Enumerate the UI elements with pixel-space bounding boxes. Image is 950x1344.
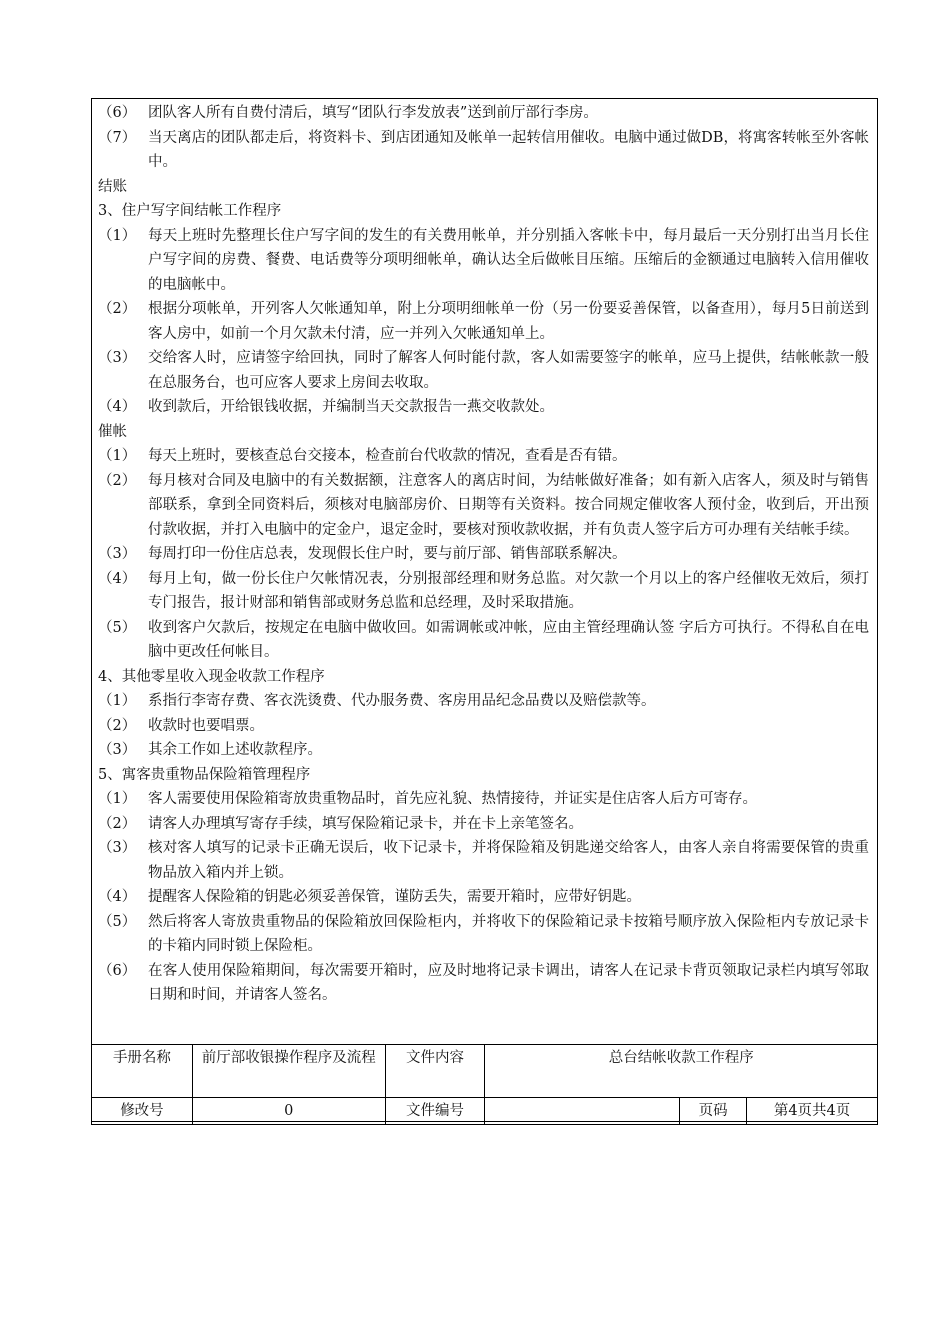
- page-value: 第4页共4页: [747, 1098, 878, 1125]
- list-item: [98, 297, 869, 346]
- item-number: （2）: [98, 301, 137, 317]
- list-item: [98, 959, 869, 1008]
- footer-row: [92, 1098, 878, 1125]
- item-number: （1）: [98, 448, 137, 464]
- item-number: （4）: [98, 570, 137, 587]
- manual-name-value: 前厅部收银操作程序及流程: [192, 1045, 385, 1098]
- footer-table: [91, 1044, 878, 1125]
- list-item: [98, 346, 869, 395]
- list-item: [98, 542, 869, 567]
- item-number: （2）: [98, 472, 137, 489]
- item-text: 其余工作如上述收款程序。: [148, 742, 322, 758]
- revision-value: 0: [192, 1098, 385, 1125]
- item-number: （5）: [98, 913, 137, 930]
- item-number: （3）: [98, 546, 137, 562]
- item-text: 系指行李寄存费、客衣洗烫费、代办服务费、客房用品纪念品费以及赔偿款等。: [148, 693, 656, 709]
- list-item: [98, 616, 869, 665]
- item-number: （2）: [98, 717, 137, 734]
- item-text: 当天离店的团队都走后，将资料卡、到店团通知及帐单一起转信用催收。电脑中通过做DB，将寓客转帐至外客帐中。: [148, 129, 869, 170]
- item-text: 每月核对合同及电脑中的有关数据额，注意客人的离店时间，为结帐做好准备；如有新入店客人，须及时与销售部联系，拿到全同资料后，须核对电脑部房价、日期等有关资料。按合同规定催收客人预付金，收到后，开出预付款收据，并打入电脑中的定金户，退定金时，要核对预收款收据，并有负责人签字后方可办理有关结帐手续。: [148, 472, 869, 538]
- list-item: [98, 224, 869, 298]
- item-number: （3）: [98, 742, 137, 758]
- item-number: （4）: [98, 399, 137, 415]
- item-number: （6）: [98, 962, 137, 979]
- section-4-title: 4、其他零星收入现金收款工作程序: [98, 668, 325, 685]
- item-text: 每天上班时，要核查总台交接本，检查前台代收款的情况，查看是否有错。: [148, 448, 627, 464]
- item-text: 核对客人填写的记录卡正确无误后，收下记录卡，并将保险箱及钥匙递交给客人，由客人亲自将需要保管的贵重物品放入箱内并上锁。: [148, 840, 869, 881]
- item-text: 在客人使用保险箱期间，每次需要开箱时，应及时地将记录卡调出，请客人在记录卡背页领取记录栏内填写邻取日期和时间，并请客人签名。: [148, 962, 869, 1003]
- list-item: [98, 469, 869, 543]
- item-number: （5）: [98, 619, 137, 636]
- list-item: [98, 567, 869, 616]
- item-text: 然后将客人寄放贵重物品的保险箱放回保险柜内，并将收下的保险箱记录卡按箱号顺序放入保险柜内专放记录卡的卡箱内同时锁上保险柜。: [148, 913, 869, 954]
- item-text: 收到款后，开给银钱收据，并编制当天交款报告一燕交收款处。: [148, 399, 554, 415]
- section-5-title: 5、寓客贵重物品保险箱管理程序: [98, 766, 311, 783]
- list-item: [98, 714, 869, 739]
- list-item: [98, 885, 869, 910]
- document-body: [92, 99, 877, 1044]
- list-item: [98, 101, 869, 126]
- item-text: 提醒客人保险箱的钥匙必须妥善保管，谨防丢失，需要开箱时，应带好钥匙。: [148, 889, 641, 905]
- page-label: 页码: [680, 1098, 747, 1125]
- list-item: [98, 395, 869, 420]
- file-content-label: 文件内容: [385, 1045, 485, 1098]
- list-item: [98, 126, 869, 175]
- item-number: （1）: [98, 693, 137, 709]
- item-text: 收到客户欠款后，按规定在电脑中做收回。如需调帐或冲帐，应由主管经理确认签 字后方可执行。不得私自在电脑中更改任何帐目。: [148, 619, 869, 660]
- item-number: （7）: [98, 129, 137, 146]
- heading-collection: 催帐: [98, 423, 127, 440]
- manual-name-label: 手册名称: [92, 1045, 193, 1098]
- item-number: （2）: [98, 815, 137, 832]
- item-number: （1）: [98, 227, 137, 244]
- section-3-title: 3、住户写字间结帐工作程序: [98, 203, 282, 219]
- list-item: [98, 910, 869, 959]
- list-item: [98, 444, 869, 469]
- heading-checkout: 结账: [98, 178, 127, 195]
- document-frame: [91, 98, 878, 1122]
- item-number: （6）: [98, 105, 137, 121]
- item-text: 收款时也要唱票。: [148, 717, 264, 734]
- file-content-value: 总台结帐收款工作程序: [485, 1045, 878, 1098]
- item-text: 团队客人所有自费付清后，填写“团队行李发放表”送到前厅部行李房。: [148, 105, 598, 121]
- item-text: 每周打印一份住店总表，发现假长住户时，要与前厅部、销售部联系解决。: [148, 546, 627, 562]
- file-number-label: 文件编号: [385, 1098, 485, 1125]
- item-text: 每天上班时先整理长住户写字间的发生的有关费用帐单，并分别插入客帐卡中，每月最后一天分别打出当月长住户写字间的房费、餐费、电话费等分项明细帐单，确认达全后做帐目压缩。压缩后的金额通过电脑转入信用催收的电脑帐中。: [148, 227, 869, 293]
- item-number: （3）: [98, 840, 137, 856]
- item-text: 每月上旬，做一份长住户欠帐情况表，分别报部经理和财务总监。对欠款一个月以上的客户经催收无效后，须打专门报告，报计财部和销售部或财务总监和总经理，及时采取措施。: [148, 570, 869, 611]
- item-number: （1）: [98, 791, 137, 807]
- list-item: [98, 689, 869, 714]
- list-item: [98, 787, 869, 812]
- revision-label: 修改号: [92, 1098, 193, 1125]
- list-item: [98, 812, 869, 837]
- item-number: （4）: [98, 889, 137, 905]
- list-item: [98, 738, 869, 763]
- item-text: 客人需要使用保险箱寄放贵重物品时，首先应礼貌、热情接待，并证实是住店客人后方可寄存。: [148, 791, 757, 807]
- item-text: 请客人办理填写寄存手续，填写保险箱记录卡，并在卡上亲笔签名。: [148, 815, 583, 832]
- item-text: 根据分项帐单，开列客人欠帐通知单，附上分项明细帐单一份（另一份要妥善保管，以备查用），每月5日前送到客人房中，如前一个月欠款未付清，应一并列入欠帐通知单上。: [148, 301, 869, 342]
- item-text: 交给客人时，应请签字给回执，同时了解客人何时能付款，客人如需要签字的帐单，应马上提供，结帐帐款一般在总服务台，也可应客人要求上房间去收取。: [148, 350, 869, 391]
- footer-row: [92, 1045, 878, 1098]
- item-number: （3）: [98, 350, 137, 366]
- file-number-value: [485, 1098, 680, 1125]
- list-item: [98, 836, 869, 885]
